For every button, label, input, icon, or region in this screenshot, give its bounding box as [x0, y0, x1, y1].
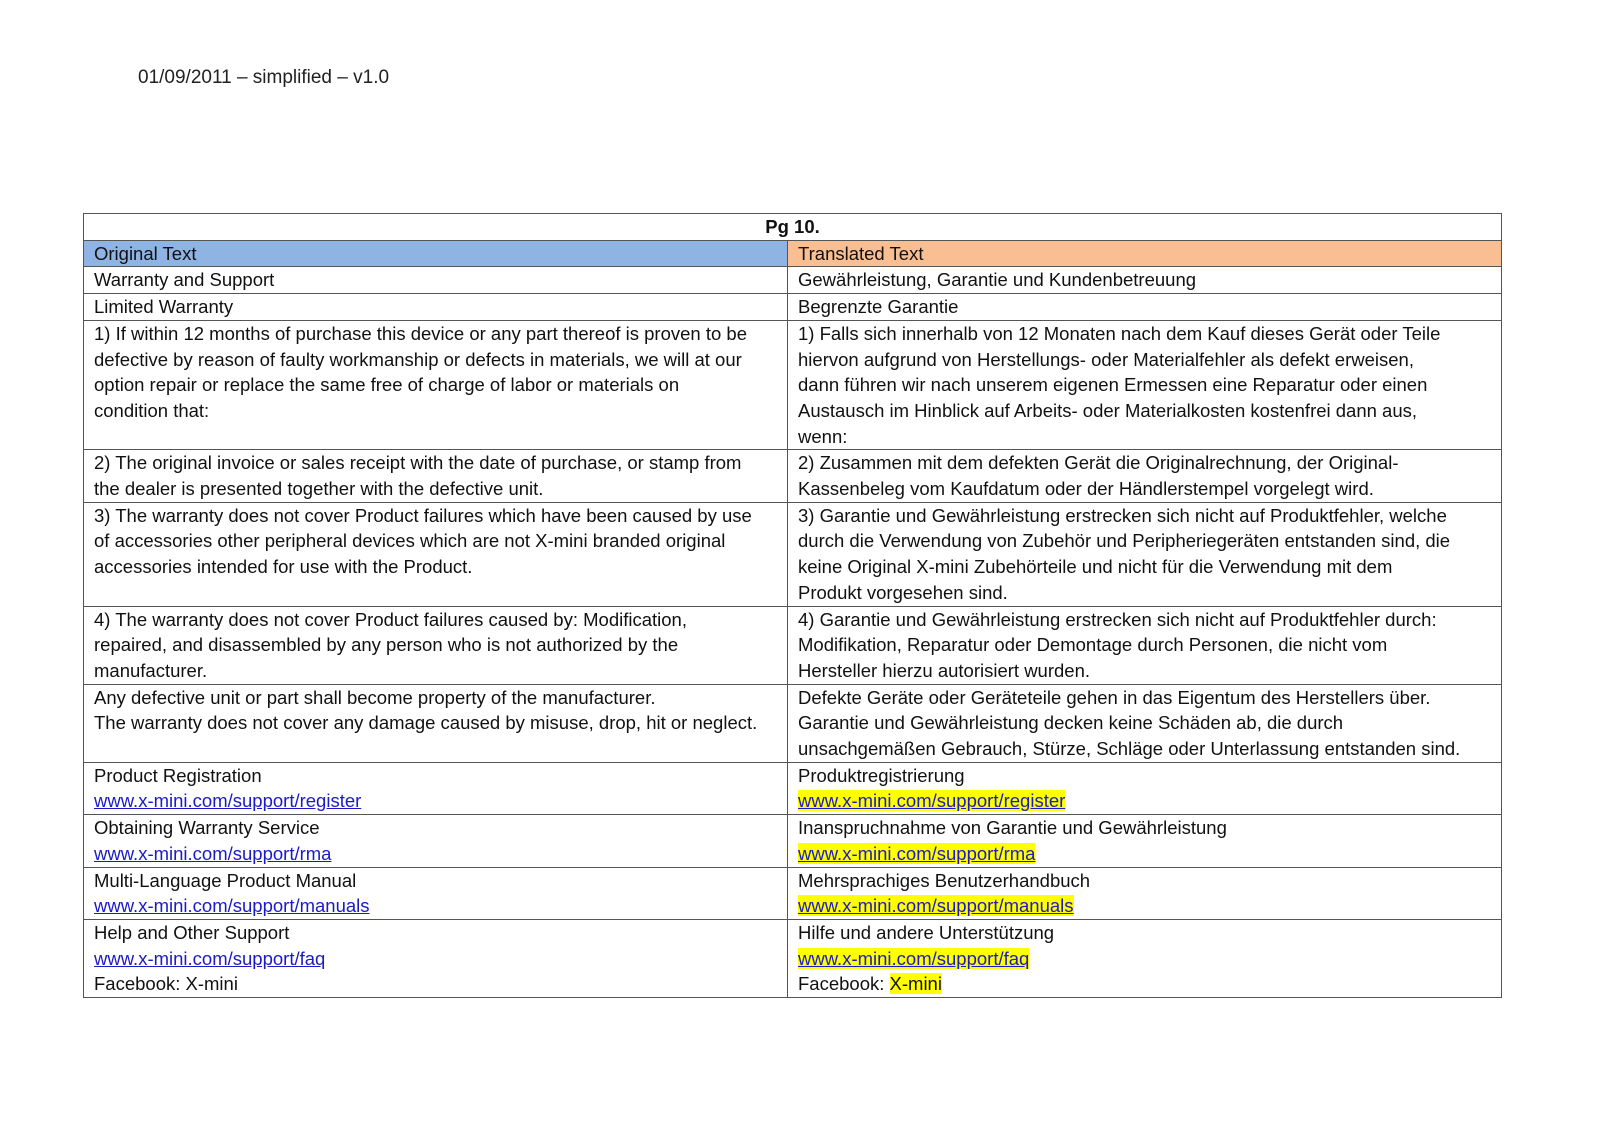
translated-text-cell — [788, 867, 1502, 919]
table-row — [84, 606, 1502, 684]
text-line: Kassenbeleg vom Kaufdatum oder der Händlerstempel vorgelegt wird. — [798, 478, 1374, 500]
link-row-label: Product Registration — [94, 764, 262, 786]
text-line: Modifikation, Reparatur oder Demontage durch Personen, die nicht vom — [798, 634, 1388, 656]
text-line: 1) Falls sich innerhalb von 12 Monaten nach dem Kauf dieses Gerät oder Teile — [798, 322, 1441, 344]
text-line: accessories intended for use with the Product. — [94, 556, 473, 578]
original-text-cell — [84, 320, 788, 450]
text-line: Begrenzte Garantie — [798, 296, 959, 318]
original-text-cell — [84, 450, 788, 502]
support-link[interactable]: www.x-mini.com/support/register — [94, 790, 362, 812]
text-line: Hersteller hierzu autorisiert wurden. — [798, 659, 1091, 681]
text-line: the dealer is presented together with the defective unit. — [94, 478, 544, 500]
support-link[interactable]: www.x-mini.com/support/manuals — [94, 895, 370, 917]
original-text-cell — [84, 815, 788, 867]
translated-text-cell — [788, 320, 1502, 450]
text-line: 4) Garantie und Gewährleistung erstrecken sich nicht auf Produktfehler durch: — [798, 608, 1437, 630]
translation-table — [83, 213, 1502, 998]
original-text-cell — [84, 267, 788, 294]
link-row-label: Mehrsprachiges Benutzerhandbuch — [798, 869, 1091, 891]
text-line: option repair or replace the same free of charge of labor or materials on — [94, 374, 680, 396]
page-label-row — [84, 214, 1502, 241]
text-line: keine Original X-mini Zubehörteile und nicht für die Verwendung mit dem — [798, 556, 1393, 578]
support-link[interactable]: www.x-mini.com/support/rma — [94, 842, 332, 864]
text-line: Garantie und Gewährleistung decken keine Schäden ab, die durch — [798, 712, 1344, 734]
original-text-cell — [84, 684, 788, 762]
facebook-line: Facebook: X-mini — [94, 973, 238, 995]
original-text-cell — [84, 294, 788, 321]
original-text-cell — [84, 606, 788, 684]
text-line — [94, 788, 777, 814]
text-line — [798, 788, 1491, 814]
original-text-cell — [84, 919, 788, 997]
column-header-row — [84, 240, 1502, 267]
text-line: manufacturer. — [94, 659, 208, 681]
column-header-original: Original Text — [84, 240, 788, 267]
original-text-cell — [84, 502, 788, 606]
link-row — [84, 867, 1502, 919]
table-row — [84, 684, 1502, 762]
support-link-highlighted[interactable]: www.x-mini.com/support/manuals — [798, 895, 1074, 917]
text-line: 3) The warranty does not cover Product failures which have been caused by use — [94, 504, 752, 526]
text-line: 2) The original invoice or sales receipt with the date of purchase, or stamp from — [94, 452, 742, 474]
text-line — [94, 893, 777, 919]
link-row-label: Obtaining Warranty Service — [94, 817, 320, 839]
text-line — [798, 893, 1491, 919]
facebook-line — [798, 971, 1491, 997]
text-line: Limited Warranty — [94, 296, 234, 318]
text-line: Gewährleistung, Garantie und Kundenbetreuung — [798, 269, 1197, 291]
text-line: Produkt vorgesehen sind. — [798, 581, 1008, 603]
support-link-highlighted[interactable]: www.x-mini.com/support/rma — [798, 842, 1036, 864]
facebook-prefix: Facebook: — [798, 973, 890, 995]
link-row-label: Multi-Language Product Manual — [94, 869, 357, 891]
support-link-highlighted[interactable]: www.x-mini.com/support/register — [798, 790, 1066, 812]
column-header-translated: Translated Text — [788, 240, 1502, 267]
page-label: Pg 10. — [84, 214, 1502, 241]
text-line: repaired, and disassembled by any person who is not authorized by the — [94, 634, 679, 656]
translated-text-cell — [788, 762, 1502, 814]
table-row — [84, 450, 1502, 502]
support-link-highlighted[interactable]: www.x-mini.com/support/faq — [798, 947, 1030, 969]
table-row — [84, 267, 1502, 294]
text-line: wenn: — [798, 425, 848, 447]
translated-text-cell — [788, 919, 1502, 997]
table-row — [84, 320, 1502, 450]
text-line: Defekte Geräte oder Geräteteile gehen in das Eigentum des Herstellers über. — [798, 686, 1431, 708]
link-row-label: Help and Other Support — [94, 921, 290, 943]
table-row — [84, 294, 1502, 321]
text-line: of accessories other peripheral devices which are not X-mini branded original — [94, 530, 726, 552]
link-row — [84, 919, 1502, 997]
translated-text-cell — [788, 502, 1502, 606]
text-line: condition that: — [94, 399, 210, 421]
text-line: defective by reason of faulty workmanship or defects in materials, we will at our — [94, 348, 742, 370]
text-line: 2) Zusammen mit dem defekten Gerät die Originalrechnung, der Original- — [798, 452, 1399, 474]
text-line: Any defective unit or part shall become property of the manufacturer. — [94, 686, 656, 708]
link-row — [84, 762, 1502, 814]
link-row-label: Inanspruchnahme von Garantie und Gewährleistung — [798, 817, 1227, 839]
text-line: durch die Verwendung von Zubehör und Peripheriegeräten entstanden sind, die — [798, 530, 1451, 552]
translated-text-cell — [788, 684, 1502, 762]
translated-text-cell — [788, 294, 1502, 321]
document-date-version: 01/09/2011 – simplified – v1.0 — [138, 67, 390, 88]
text-line: 1) If within 12 months of purchase this device or any part thereof is proven to be — [94, 322, 747, 344]
link-row-label: Hilfe und andere Unterstützung — [798, 921, 1055, 943]
link-row-label: Produktregistrierung — [798, 764, 965, 786]
text-line — [798, 841, 1491, 867]
text-line: dann führen wir nach unserem eigenen Ermessen eine Reparatur oder einen — [798, 374, 1428, 396]
text-line: The warranty does not cover any damage caused by misuse, drop, hit or neglect. — [94, 712, 758, 734]
link-row — [84, 815, 1502, 867]
original-text-cell — [84, 867, 788, 919]
text-line: 3) Garantie und Gewährleistung erstrecken sich nicht auf Produktfehler, welche — [798, 504, 1447, 526]
support-link[interactable]: www.x-mini.com/support/faq — [94, 947, 326, 969]
text-line: 4) The warranty does not cover Product failures caused by: Modification, — [94, 608, 687, 630]
text-line — [798, 946, 1491, 972]
translated-text-cell — [788, 606, 1502, 684]
text-line: Warranty and Support — [94, 269, 275, 291]
text-line: Austausch im Hinblick auf Arbeits- oder Materialkosten kostenfrei dann aus, — [798, 399, 1418, 421]
original-text-cell — [84, 762, 788, 814]
table-row — [84, 502, 1502, 606]
text-line: hiervon aufgrund von Herstellungs- oder Materialfehler als defekt erweisen, — [798, 348, 1414, 370]
facebook-name-highlighted: X-mini — [889, 973, 942, 995]
text-line: unsachgemäßen Gebrauch, Stürze, Schläge oder Unterlassung entstanden sind. — [798, 738, 1461, 760]
text-line — [94, 946, 777, 972]
translated-text-cell — [788, 267, 1502, 294]
text-line — [94, 841, 777, 867]
translated-text-cell — [788, 450, 1502, 502]
translated-text-cell — [788, 815, 1502, 867]
